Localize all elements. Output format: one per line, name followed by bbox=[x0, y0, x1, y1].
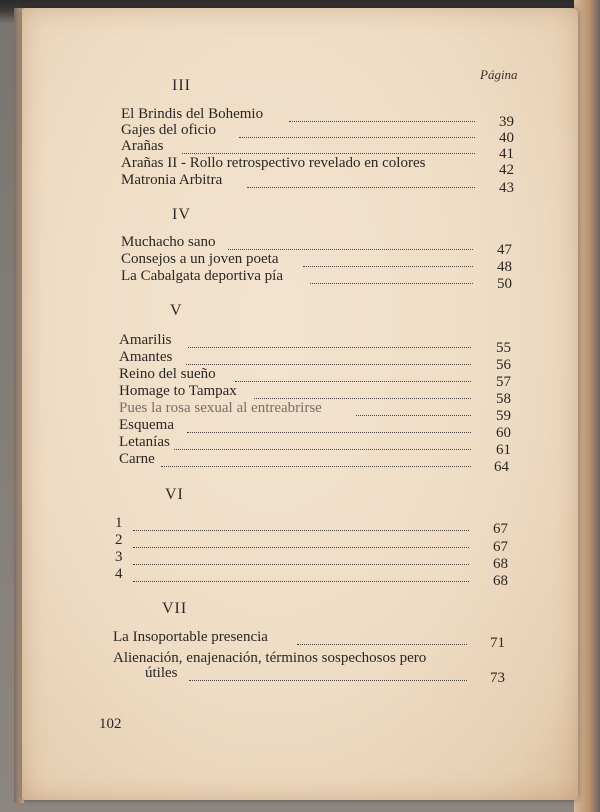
toc-entry-page: 40 bbox=[499, 130, 514, 146]
toc-entry-title: Amantes bbox=[119, 349, 173, 365]
toc-entry-page: 60 bbox=[496, 425, 511, 441]
toc-entry-title: Homage to Tampax bbox=[119, 383, 237, 399]
toc-entry-page: 57 bbox=[496, 374, 511, 390]
toc-entry-title: La Insoportable presencia bbox=[113, 629, 268, 645]
toc-entry-title: Arañas II - Rollo retrospectivo revelado en colores bbox=[121, 155, 426, 171]
toc-entry-title: 2 bbox=[115, 532, 123, 548]
dot-leader bbox=[188, 346, 471, 348]
toc-entry-page: 50 bbox=[497, 276, 512, 292]
dot-leader bbox=[133, 580, 469, 582]
toc-entry-page: 59 bbox=[496, 408, 511, 424]
toc-entry-title: 1 bbox=[115, 515, 123, 531]
dot-leader bbox=[133, 529, 469, 531]
toc-entry-title: útiles bbox=[145, 665, 178, 681]
toc-entry-title: Carne bbox=[119, 451, 155, 467]
dot-leader bbox=[310, 282, 473, 284]
column-header-pagina: Página bbox=[480, 67, 518, 82]
section-numeral-vii: VII bbox=[162, 600, 188, 617]
toc-entry-title: 3 bbox=[115, 549, 123, 565]
section-numeral-v: V bbox=[170, 302, 183, 319]
section-numeral-iii: III bbox=[172, 77, 191, 94]
dot-leader bbox=[235, 380, 471, 382]
toc-entry-page: 56 bbox=[496, 357, 511, 373]
dot-leader bbox=[187, 431, 471, 433]
toc-entry-title: El Brindis del Bohemio bbox=[121, 106, 264, 122]
toc-entry-page: 47 bbox=[497, 242, 512, 258]
toc-entry-title: Esquema bbox=[119, 417, 174, 433]
dot-leader bbox=[228, 248, 473, 250]
section-numeral-iv: IV bbox=[172, 206, 191, 223]
toc-entry-page: 71 bbox=[490, 635, 505, 651]
toc-entry-title: Alienación, enajenación, términos sospechosos pero bbox=[113, 650, 427, 666]
toc-entry-page: 68 bbox=[493, 573, 508, 589]
toc-entry-title: La Cabalgata deportiva pía bbox=[121, 268, 284, 284]
toc-entry-page: 41 bbox=[499, 146, 514, 162]
toc-entry-title: Consejos a un joven poeta bbox=[121, 251, 279, 267]
dot-leader bbox=[133, 546, 469, 548]
toc-entry-title: Arañas bbox=[121, 138, 164, 154]
dot-leader bbox=[182, 152, 475, 154]
toc-entry-page: 61 bbox=[496, 442, 511, 458]
dot-leader bbox=[254, 397, 471, 399]
toc-entry-title: Amarilis bbox=[119, 332, 172, 348]
section-numeral-vi: VI bbox=[165, 486, 184, 503]
toc-entry-title: Reino del sueño bbox=[119, 366, 216, 382]
toc-entry-page: 67 bbox=[493, 539, 508, 555]
toc-entry-page: 48 bbox=[497, 259, 512, 275]
dot-leader bbox=[174, 448, 471, 450]
dot-leader bbox=[189, 679, 467, 681]
dot-leader bbox=[161, 465, 471, 467]
dot-leader bbox=[356, 414, 471, 416]
dot-leader bbox=[247, 186, 475, 188]
dot-leader bbox=[239, 136, 475, 138]
dot-leader bbox=[289, 120, 475, 122]
toc-entry-page: 67 bbox=[493, 521, 508, 537]
toc-entry-title: Matronia Arbitra bbox=[121, 172, 223, 188]
toc-entry-page: 58 bbox=[496, 391, 511, 407]
toc-entry-title: Muchacho sano bbox=[121, 234, 216, 250]
toc-entry-title: Pues la rosa sexual al entreabrirse bbox=[119, 400, 322, 416]
dot-leader bbox=[303, 265, 473, 267]
toc-entry-page: 64 bbox=[494, 459, 509, 475]
toc-entry-page: 39 bbox=[499, 114, 514, 130]
dot-leader bbox=[297, 643, 467, 645]
toc-entry-page: 68 bbox=[493, 556, 508, 572]
toc-entry-page: 43 bbox=[499, 180, 514, 196]
dot-leader bbox=[186, 363, 471, 365]
toc-entry-page: 42 bbox=[499, 162, 514, 178]
toc-entry-title: Gajes del oficio bbox=[121, 122, 216, 138]
toc-entry-title: 4 bbox=[115, 566, 123, 582]
toc-entry-page: 73 bbox=[490, 670, 505, 686]
page-folio-number: 102 bbox=[99, 716, 122, 732]
dot-leader bbox=[133, 563, 469, 565]
toc-entry-page: 55 bbox=[496, 340, 511, 356]
toc-entry-title: Letanías bbox=[119, 434, 170, 450]
